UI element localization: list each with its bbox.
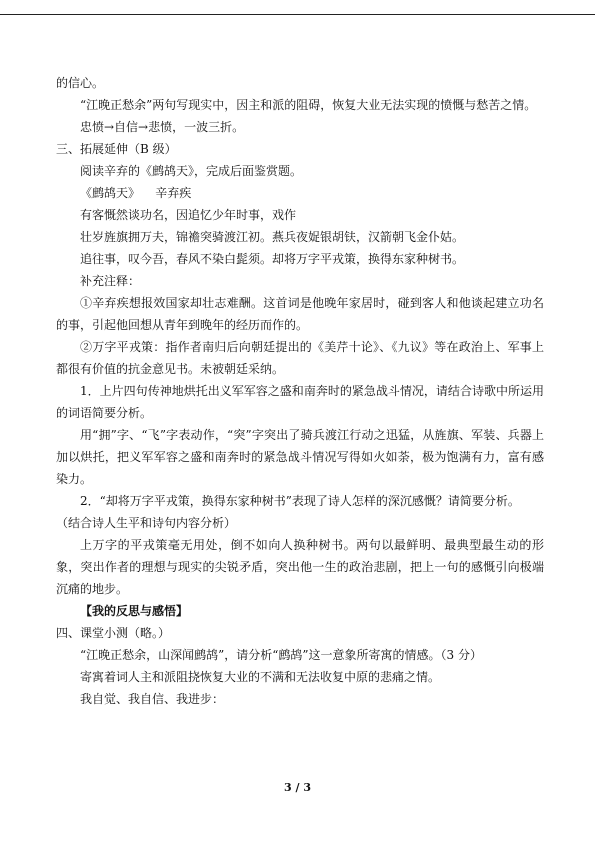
question-hint: （结合诗人生平和诗句内容分析） [56,516,237,530]
paragraph: 的信心。 [56,76,105,90]
section-heading: 三、拓展延伸（B 级） [56,142,177,156]
answer: 寄寓着词人主和派阻挠恢复大业的不满和无法收复中原的悲痛之情。 [80,670,441,684]
paragraph: “江晚正愁余”两句写现实中，因主和派的阻碍，恢复大业无法实现的愤慨与愁苦之情。 [80,98,537,112]
annotation-item: ②万字平戎策：指作者南归后向朝廷提出的《美芹十论》、《九议》等在政治上、军事上都很有价值的抗金意见书。未被朝廷采纳。 [56,340,544,376]
answer: 用“拥”字、“飞”字表动作，“突”字突出了骑兵渡江行动之迅猛，从旌旗、军装、兵器上加以烘托，把义军军容之盛和南奔时的紧急战斗情况写得如火如荼，极为饱满有力，富有感染力。 [56,428,544,486]
paragraph: 忠愤→自信→悲愤，一波三折。 [80,120,245,134]
poem-title: 《鹧鸪天》 辛弃疾 [80,186,192,200]
section-heading: 四、课堂小测（略。） [56,626,171,640]
poem-line: 壮岁旌旗拥万夫，锦襜突骑渡江初。燕兵夜娖银胡𫓧，汉箭朝飞金仆姑。 [80,230,465,244]
question: “江晚正愁余，山深闻鹧鸪”，请分析“鹧鸪”这一意象所寄寓的情感。（3 分） [80,648,482,662]
document-body [56,72,544,710]
paragraph: 阅读辛弃的《鹧鸪天》，完成后面鉴赏题。 [80,164,303,178]
question: 2．“却将万字平戎策，换得东家种树书”表现了诗人怎样的深沉感慨？请简要分析。 [80,494,520,508]
annotation-item: ①辛弃疾想报效国家却壮志难酬。这首词是他晚年家居时，碰到客人和他谈起建立功名的事，引起他回想从青年到晚年的经历而作的。 [56,296,544,332]
reflection-heading: 【我的反思与感悟】 [80,604,189,618]
paragraph: 我自觉、我自信、我进步： [80,692,225,706]
annotation-heading: 补充注释： [80,274,141,288]
answer: 上万字的平戎策毫无用处，倒不如向人换种树书。两句以最鲜明、最典型最生动的形象，突出作者的理想与现实的尖锐矛盾，突出他一生的政治悲剧，把上一句的感慨引向极端沉痛的地步。 [56,538,544,596]
header-rule [0,14,595,15]
page-number: 3 / 3 [284,781,311,794]
poem-preface: 有客慨然谈功名，因追忆少年时事，戏作 [80,208,297,222]
poem-line: 追往事，叹今吾，春风不染白髭须。却将万字平戎策，换得东家种树书。 [80,252,465,266]
question: 1．上片四句传神地烘托出义军军容之盛和南奔时的紧急战斗情况，请结合诗歌中所运用的词语简要分析。 [56,384,544,420]
